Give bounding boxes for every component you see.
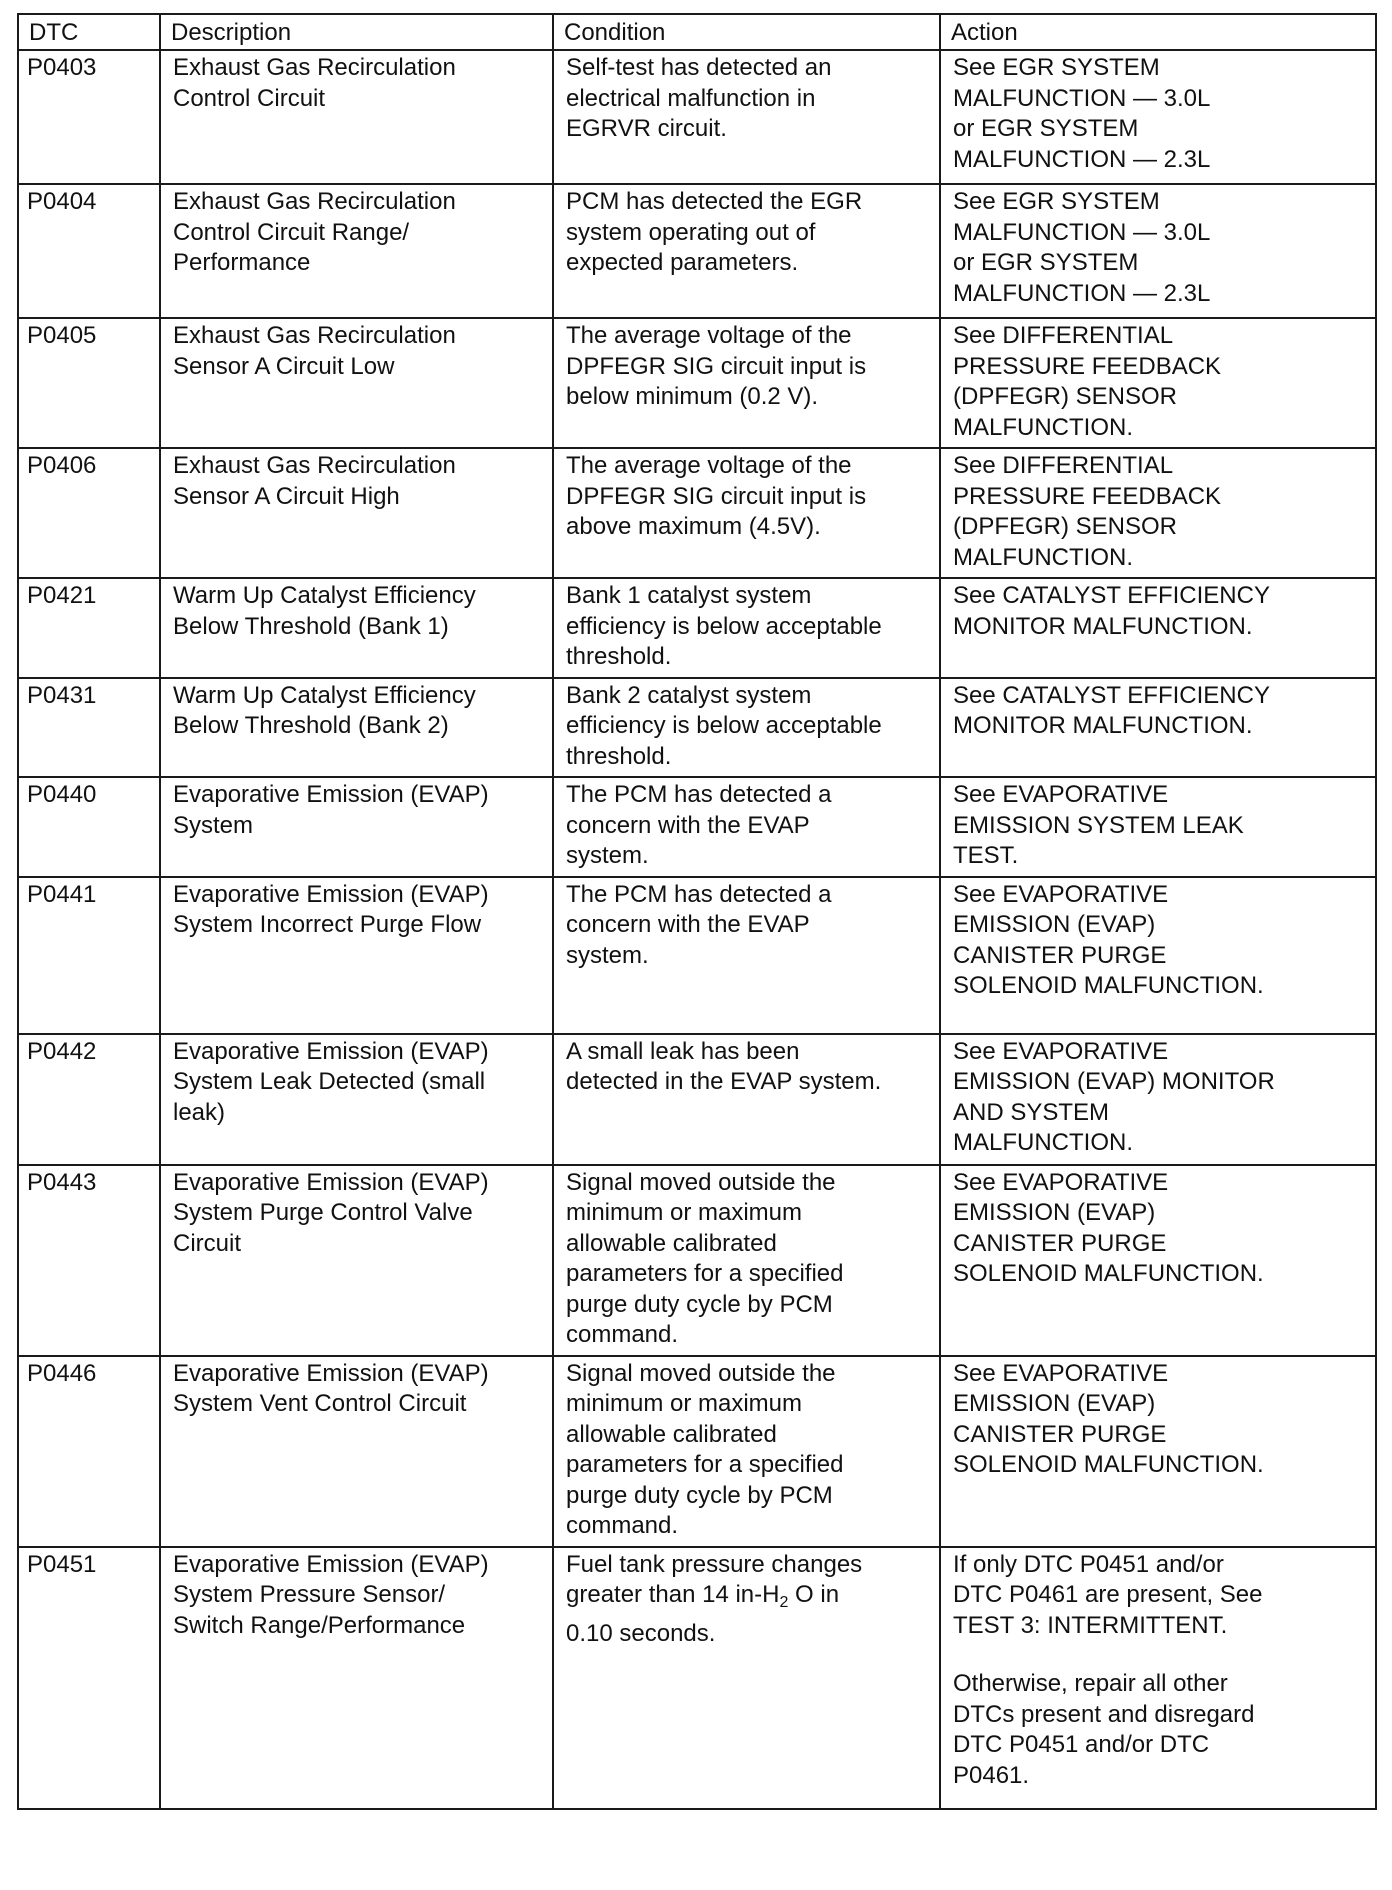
description-cell (160, 184, 553, 318)
condition-text (566, 1550, 931, 1650)
description-cell (160, 1165, 553, 1356)
action-text: See EVAPORATIVE EMISSION (EVAP) MONITOR AND SYSTEM MALFUNCTION. (953, 1037, 1275, 1156)
table-row (18, 777, 1376, 877)
table-row (18, 50, 1376, 184)
dtc-code: P0431 (18, 678, 160, 778)
action-cell (940, 877, 1376, 1034)
condition-line: Fuel tank pressure changes (566, 1550, 863, 1578)
table-row (18, 1034, 1376, 1165)
action-text: See DIFFERENTIAL PRESSURE FEEDBACK (DPFEGR) SENSOR MALFUNCTION. (953, 322, 1222, 441)
table-header-row (18, 14, 1376, 50)
dtc-code: P0446 (18, 1356, 160, 1547)
header-dtc: DTC (18, 14, 160, 50)
condition-text: Bank 1 catalyst system efficiency is below acceptable threshold. (566, 582, 882, 670)
dtc-code: P0441 (18, 877, 160, 1034)
condition-text: PCM has detected the EGR system operating out of expected parameters. (566, 188, 863, 276)
action-text: See EVAPORATIVE EMISSION (EVAP) CANISTER PURGE SOLENOID MALFUNCTION. (953, 1359, 1264, 1478)
condition-text: Signal moved outside the minimum or maximum allowable calibrated parameters for a specified purge duty cycle by PCM command. (566, 1168, 844, 1348)
condition-text: Signal moved outside the minimum or maximum allowable calibrated parameters for a specified purge duty cycle by PCM command. (566, 1359, 844, 1539)
description-text: Exhaust Gas Recirculation Control Circuit (173, 54, 456, 112)
condition-text: The PCM has detected a concern with the EVAP system. (566, 880, 832, 969)
action-text: If only DTC P0451 and/or DTC P0461 are present, See TEST 3: INTERMITTENT. (953, 1550, 1263, 1639)
table-row (18, 1165, 1376, 1356)
action-text: See CATALYST EFFICIENCY MONITOR MALFUNCTION. (953, 582, 1270, 640)
dtc-code: P0403 (18, 50, 160, 184)
action-cell (940, 1356, 1376, 1547)
description-cell (160, 578, 553, 678)
description-cell (160, 1547, 553, 1809)
dtc-code: P0404 (18, 184, 160, 318)
table-row (18, 318, 1376, 448)
header-description: Description (160, 14, 553, 50)
condition-cell (553, 1034, 940, 1165)
condition-cell (553, 184, 940, 318)
dtc-code: P0406 (18, 448, 160, 578)
action-cell (940, 448, 1376, 578)
action-cell (940, 678, 1376, 778)
description-text: Exhaust Gas Recirculation Sensor A Circuit Low (173, 322, 456, 380)
table-row (18, 184, 1376, 318)
condition-cell (553, 448, 940, 578)
description-text: Exhaust Gas Recirculation Control Circuit Range/ Performance (173, 188, 456, 276)
dtc-code: P0440 (18, 777, 160, 877)
table-row (18, 448, 1376, 578)
description-cell (160, 448, 553, 578)
condition-text: Bank 2 catalyst system efficiency is below acceptable threshold. (566, 681, 882, 770)
action-text: See EGR SYSTEM MALFUNCTION — 3.0L or EGR SYSTEM MALFUNCTION — 2.3L (953, 54, 1211, 173)
dtc-code: P0405 (18, 318, 160, 448)
description-cell (160, 777, 553, 877)
description-cell (160, 877, 553, 1034)
condition-text: Self-test has detected an electrical malfunction in EGRVR circuit. (566, 54, 832, 142)
action-cell (940, 1547, 1376, 1809)
table-row (18, 678, 1376, 778)
action-text-secondary: Otherwise, repair all other DTCs present and disregard DTC P0451 and/or DTC P0461. (953, 1670, 1255, 1789)
condition-line (566, 1581, 840, 1611)
description-text: Warm Up Catalyst Efficiency Below Threshold (Bank 1) (173, 582, 476, 640)
description-text: Evaporative Emission (EVAP) System Incorrect Purge Flow (173, 880, 489, 938)
condition-line-post: O in (788, 1581, 840, 1608)
header-action: Action (940, 14, 1376, 50)
action-cell (940, 184, 1376, 318)
action-text: See CATALYST EFFICIENCY MONITOR MALFUNCTION. (953, 681, 1270, 739)
description-text: Evaporative Emission (EVAP) System Leak Detected (small leak) (173, 1037, 489, 1126)
condition-text: A small leak has been detected in the EVAP system. (566, 1037, 882, 1095)
condition-cell (553, 1547, 940, 1809)
condition-cell (553, 318, 940, 448)
description-cell (160, 678, 553, 778)
description-text: Exhaust Gas Recirculation Sensor A Circuit High (173, 452, 456, 510)
action-cell (940, 50, 1376, 184)
condition-cell (553, 1165, 940, 1356)
condition-text: The average voltage of the DPFEGR SIG circuit input is below minimum (0.2 V). (566, 322, 867, 410)
table-row (18, 1547, 1376, 1809)
action-cell (940, 578, 1376, 678)
condition-text: The PCM has detected a concern with the EVAP system. (566, 781, 832, 869)
condition-cell (553, 50, 940, 184)
description-cell (160, 50, 553, 184)
action-text: See EGR SYSTEM MALFUNCTION — 3.0L or EGR SYSTEM MALFUNCTION — 2.3L (953, 188, 1211, 307)
condition-text: The average voltage of the DPFEGR SIG circuit input is above maximum (4.5V). (566, 452, 867, 540)
action-cell (940, 1165, 1376, 1356)
table-row (18, 877, 1376, 1034)
dtc-code: P0421 (18, 578, 160, 678)
dtc-code: P0443 (18, 1165, 160, 1356)
action-text: See EVAPORATIVE EMISSION SYSTEM LEAK TEST. (953, 781, 1244, 869)
condition-cell (553, 578, 940, 678)
table-row (18, 578, 1376, 678)
action-text: See EVAPORATIVE EMISSION (EVAP) CANISTER PURGE SOLENOID MALFUNCTION. (953, 880, 1264, 999)
condition-cell (553, 777, 940, 877)
condition-cell (553, 877, 940, 1034)
dtc-code: P0442 (18, 1034, 160, 1165)
description-cell (160, 1356, 553, 1547)
description-text: Evaporative Emission (EVAP) System Purge Control Valve Circuit (173, 1168, 489, 1257)
dtc-code: P0451 (18, 1547, 160, 1809)
subscript-two: 2 (779, 1594, 789, 1611)
condition-line-pre: greater than 14 in-H (566, 1581, 780, 1608)
description-cell (160, 318, 553, 448)
condition-line: 0.10 seconds. (566, 1619, 716, 1647)
action-cell (940, 318, 1376, 448)
description-text: Evaporative Emission (EVAP) System Pressure Sensor/ Switch Range/Performance (173, 1550, 489, 1639)
description-text: Evaporative Emission (EVAP) System (173, 781, 489, 839)
dtc-table (17, 13, 1377, 1810)
action-text: See DIFFERENTIAL PRESSURE FEEDBACK (DPFEGR) SENSOR MALFUNCTION. (953, 452, 1222, 571)
action-text: See EVAPORATIVE EMISSION (EVAP) CANISTER PURGE SOLENOID MALFUNCTION. (953, 1168, 1264, 1287)
action-cell (940, 777, 1376, 877)
table-row (18, 1356, 1376, 1547)
description-text: Evaporative Emission (EVAP) System Vent Control Circuit (173, 1359, 489, 1417)
header-condition: Condition (553, 14, 940, 50)
action-cell (940, 1034, 1376, 1165)
condition-cell (553, 678, 940, 778)
description-cell (160, 1034, 553, 1165)
description-text: Warm Up Catalyst Efficiency Below Threshold (Bank 2) (173, 681, 476, 739)
condition-cell (553, 1356, 940, 1547)
